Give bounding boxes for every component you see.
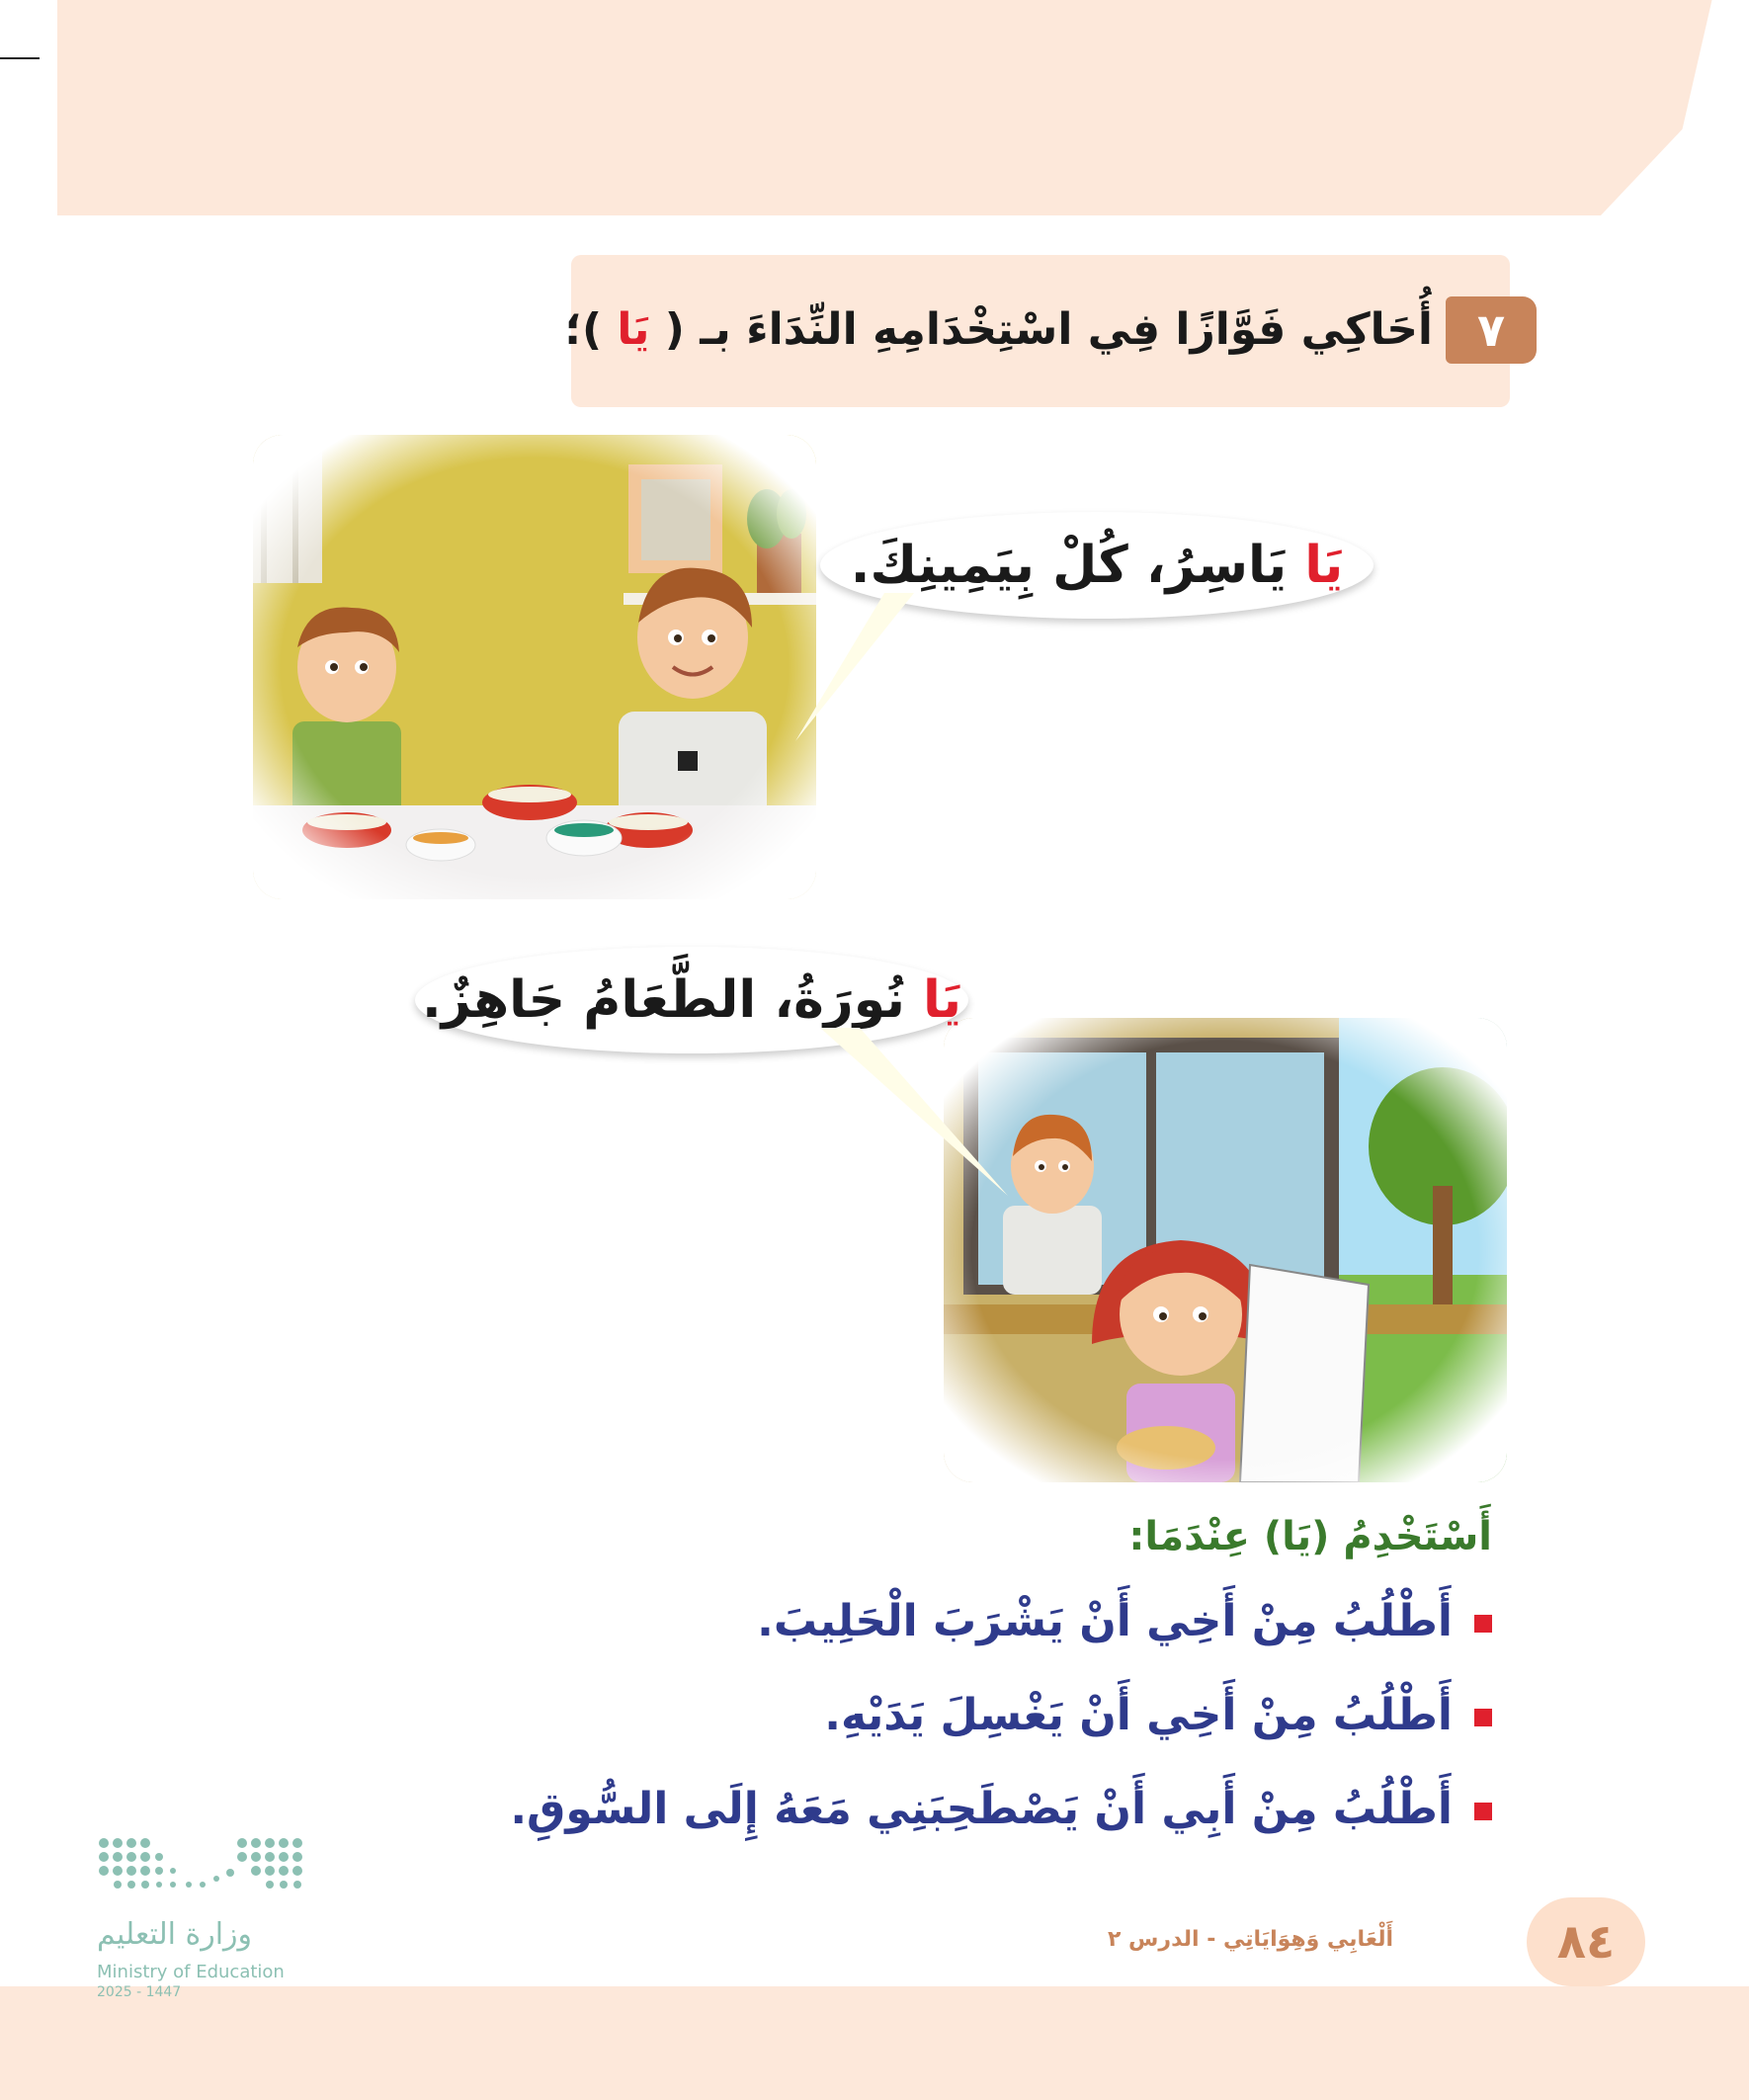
- usage-item-text: أَطْلُبُ مِنْ أَخِي أَنْ يَغْسِلَ يَدَيْهِ.: [824, 1690, 1453, 1740]
- footer-band: [0, 1986, 1749, 2100]
- lesson-label: أَلْعَابِي وَهِوَايَاتِي - الدرس ٢: [1107, 1927, 1393, 1952]
- bubble-text: نُورَةُ، الطَّعَامُ جَاهِزٌ.: [421, 970, 923, 1030]
- top-decorative-band: [57, 0, 1749, 215]
- bullet-square-icon: [1474, 1709, 1492, 1726]
- bullet-square-icon: [1474, 1615, 1492, 1633]
- usage-item-text: أَطْلُبُ مِنْ أَخِي أَنْ يَشْرَبَ الْحَلِيبَ.: [757, 1596, 1453, 1646]
- bullet-square-icon: [1474, 1803, 1492, 1820]
- speech-bubble-tail: [800, 1028, 1018, 1206]
- illustration-painting-scene: [944, 1018, 1507, 1482]
- exercise-title-highlight: يَا: [617, 304, 650, 355]
- speech-bubble-tail: [795, 593, 914, 741]
- usage-heading: أَسْتَخْدِمُ (يَا) عِنْدَمَا:: [1128, 1514, 1492, 1559]
- illustration-dining-scene: [253, 435, 816, 899]
- bubble-text: يَاسِرُ، كُلْ بِيَمِينِكَ.: [850, 536, 1305, 595]
- crop-mark: [0, 57, 40, 59]
- bubble-call-word: يَا: [1304, 536, 1344, 595]
- usage-item: [514, 1596, 1492, 1665]
- ministry-name-english: Ministry of Education: [97, 1962, 285, 1982]
- exercise-title-suffix: )؛: [564, 304, 603, 355]
- exercise-number-badge: ٧: [1446, 296, 1537, 364]
- exercise-title: [564, 296, 1433, 364]
- usage-item: [514, 1690, 1492, 1759]
- ministry-logo-icon: [94, 1833, 311, 1912]
- edition-year: 2025 - 1447: [97, 1984, 182, 2000]
- usage-item: [510, 1784, 1492, 1853]
- exercise-title-prefix: أُحَاكِي فَوَّازًا فِي اسْتِخْدَامِهِ النِّدَاءَ بـ (: [664, 304, 1433, 355]
- usage-item-text: أَطْلُبُ مِنْ أَبِي أَنْ يَصْطَحِبَنِي مَعَهُ إِلَى السُّوقِ.: [510, 1784, 1453, 1834]
- page-number: ٨٤: [1527, 1897, 1645, 1986]
- bubble-call-word: يَا: [922, 970, 962, 1030]
- ministry-name-arabic: وزارة التعليم: [97, 1917, 253, 1952]
